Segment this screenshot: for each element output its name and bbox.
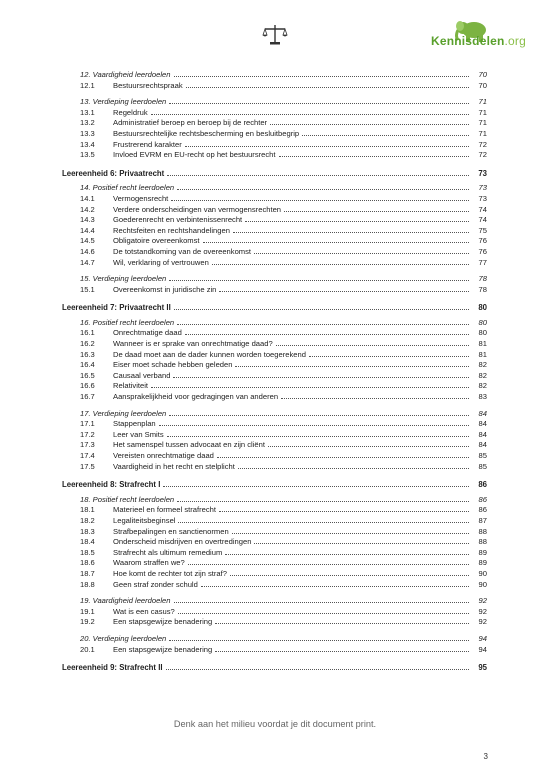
- toc-item[interactable]: [62, 350, 487, 361]
- toc-item-title: Strafbepalingen en sanctienormen: [113, 526, 229, 536]
- toc-item[interactable]: [62, 339, 487, 350]
- toc-page-number: 85: [478, 461, 487, 471]
- toc-page-number: 89: [478, 547, 487, 557]
- toc-item-title: Invloed EVRM en EU-recht op het bestuursrecht: [113, 150, 276, 160]
- dot-leader: [174, 76, 470, 77]
- toc-item-number: 13.1: [80, 107, 95, 117]
- toc-item-label: [80, 558, 186, 569]
- toc-item[interactable]: [62, 548, 487, 559]
- toc-item-label: [80, 118, 268, 129]
- toc-item-number: 13.4: [80, 139, 95, 149]
- toc-item-number: 17.5: [80, 461, 95, 471]
- toc-page-number: 86: [478, 480, 487, 490]
- toc-item-label: [80, 81, 184, 92]
- toc-item-title: De totstandkoming van de overeenkomst: [113, 246, 252, 256]
- dot-leader: [217, 457, 469, 458]
- toc-item-number: 17.2: [80, 429, 95, 439]
- toc-item-label: [80, 505, 217, 516]
- dot-leader: [245, 221, 469, 222]
- toc-page-number: 92: [478, 606, 487, 616]
- toc-item-title: Rechtsfeiten en rechtshandelingen: [113, 225, 230, 235]
- toc-page-number: 73: [478, 183, 487, 193]
- toc-page-number: 72: [478, 139, 487, 149]
- toc-item-label: [80, 205, 282, 216]
- toc-item-label: [80, 607, 176, 618]
- toc-page-number: 82: [478, 381, 487, 391]
- dot-leader: [276, 345, 469, 346]
- toc-item-number: 18.7: [80, 568, 95, 578]
- toc-page-number: 71: [478, 118, 487, 128]
- dot-leader: [177, 324, 469, 325]
- toc-item-title: Wat is een casus?: [113, 606, 175, 616]
- toc-spacer: [62, 161, 487, 167]
- dot-leader: [177, 189, 469, 190]
- toc-item-title: Hoe komt de rechter tot zijn straf?: [113, 568, 227, 578]
- toc-item[interactable]: [62, 150, 487, 161]
- toc-item-title: Wil, verklaring of vertrouwen: [113, 257, 209, 267]
- toc-item-title: Strafrecht als ultimum remedium: [113, 547, 223, 557]
- dot-leader: [151, 114, 469, 115]
- toc-item[interactable]: [62, 392, 487, 403]
- toc-item-label: [80, 371, 171, 382]
- toc-section-heading[interactable]: [62, 495, 487, 506]
- toc-page-number: 83: [478, 392, 487, 402]
- toc-item-title: Geen straf zonder schuld: [113, 579, 198, 589]
- toc-item-label: [80, 360, 233, 371]
- toc-item-label: [80, 548, 223, 559]
- dot-leader: [177, 501, 469, 502]
- dot-leader: [219, 511, 469, 512]
- toc-heading-title: 16. Positief recht leerdoelen: [80, 317, 175, 327]
- toc-heading-title: Leereenheid 8: Strafrecht I: [62, 480, 161, 490]
- toc-page-number: 81: [478, 339, 487, 349]
- toc-item-title: Administratief beroep en beroep bij de rechter: [113, 118, 268, 128]
- toc-heading-title: 15. Verdieping leerdoelen: [80, 274, 167, 284]
- toc-item-label: [80, 381, 149, 392]
- toc-page-number: 82: [478, 370, 487, 380]
- scales-of-justice-icon: [262, 24, 288, 46]
- toc-item-number: 13.2: [80, 118, 95, 128]
- toc-item-number: 14.1: [80, 193, 95, 203]
- toc-heading-title: 18. Positief recht leerdoelen: [80, 494, 175, 504]
- toc-heading-title: Leereenheid 6: Privaatrecht: [62, 168, 165, 178]
- toc-item-label: [80, 430, 165, 441]
- dot-leader: [167, 436, 469, 437]
- toc-item-label: [80, 451, 215, 462]
- toc-spacer: [62, 295, 487, 301]
- toc-item[interactable]: [62, 505, 487, 516]
- toc-item[interactable]: [62, 381, 487, 392]
- toc-item-label: [80, 580, 199, 591]
- toc-item-title: Onderscheid misdrijven en overtredingen: [113, 537, 252, 547]
- toc-page-number: 77: [478, 257, 487, 267]
- brand-name: Kennisdelen: [430, 34, 505, 48]
- dot-leader: [163, 486, 469, 487]
- toc-section-heading[interactable]: [62, 274, 487, 285]
- toc-item-label: [80, 129, 300, 140]
- toc-item[interactable]: [62, 537, 487, 548]
- toc-item-label: [80, 247, 252, 258]
- toc-item[interactable]: [62, 247, 487, 258]
- toc-page-number: 80: [478, 317, 487, 327]
- toc-item[interactable]: [62, 360, 487, 371]
- page-number: 3: [483, 752, 488, 761]
- dot-leader: [279, 156, 469, 157]
- dot-leader: [186, 87, 469, 88]
- toc-item-title: Onrechtmatige daad: [113, 328, 182, 338]
- toc-item-label: [80, 150, 277, 161]
- toc-section-heading[interactable]: [62, 596, 487, 607]
- toc-item[interactable]: [62, 419, 487, 430]
- toc-item-number: 14.5: [80, 236, 95, 246]
- toc-item-number: 16.2: [80, 339, 95, 349]
- toc-item-number: 13.5: [80, 150, 95, 160]
- dot-leader: [302, 135, 469, 136]
- toc-item[interactable]: [62, 328, 487, 339]
- dot-leader: [185, 334, 469, 335]
- toc-page-number: 84: [478, 419, 487, 429]
- toc-item-title: Verdere onderscheidingen van vermogensrechten: [113, 204, 282, 214]
- toc-section-heading[interactable]: [62, 318, 487, 329]
- toc-item-number: 18.8: [80, 579, 95, 589]
- toc-page-number: 76: [478, 236, 487, 246]
- toc-page-number: 94: [478, 633, 487, 643]
- environment-note: Denk aan het milieu voordat je dit document print.: [173, 719, 377, 729]
- dot-leader: [230, 575, 469, 576]
- toc-page-number: 84: [478, 440, 487, 450]
- toc-item-label: [80, 108, 149, 119]
- toc-item-title: Het samenspel tussen advocaat en zijn cliënt: [113, 440, 265, 450]
- dot-leader: [173, 377, 469, 378]
- toc-item-title: Aansprakelijkheid voor gedragingen van anderen: [113, 392, 279, 402]
- toc-heading-title: Leereenheid 7: Privaatrecht II: [62, 303, 171, 313]
- dot-leader: [233, 232, 469, 233]
- toc-page-number: 78: [478, 284, 487, 294]
- toc-item-label: [80, 516, 176, 527]
- toc-heading-title: 17. Verdieping leerdoelen: [80, 408, 167, 418]
- toc-item-label: [80, 462, 236, 473]
- toc-item-number: 16.7: [80, 392, 95, 402]
- toc-item[interactable]: [62, 558, 487, 569]
- toc-item-title: Causaal verband: [113, 370, 171, 380]
- toc-spacer: [62, 472, 487, 478]
- toc-item-number: 19.1: [80, 606, 95, 616]
- toc-item[interactable]: [62, 194, 487, 205]
- toc-page-number: 78: [478, 274, 487, 284]
- toc-item-title: Obligatoire overeenkomst: [113, 236, 200, 246]
- toc-item-label: [80, 440, 266, 451]
- toc-page-number: 88: [478, 526, 487, 536]
- toc-item-number: 20.1: [80, 644, 95, 654]
- toc-item-label: [80, 350, 307, 361]
- toc-item-title: Waarom straffen we?: [113, 558, 185, 568]
- toc-page-number: 92: [478, 617, 487, 627]
- toc-page-number: 95: [478, 663, 487, 673]
- dot-leader: [225, 554, 469, 555]
- toc-item-title: Frustrerend karakter: [113, 139, 182, 149]
- toc-item-number: 14.2: [80, 204, 95, 214]
- toc-item-number: 16.6: [80, 381, 95, 391]
- dot-leader: [174, 602, 470, 603]
- toc-page-number: 80: [478, 328, 487, 338]
- toc-item-number: 14.3: [80, 215, 95, 225]
- toc-item-title: Legaliteitsbeginsel: [113, 515, 176, 525]
- toc-item[interactable]: [62, 108, 487, 119]
- toc-page-number: 84: [478, 429, 487, 439]
- toc-item[interactable]: [62, 236, 487, 247]
- dot-leader: [309, 356, 469, 357]
- dot-leader: [219, 291, 469, 292]
- toc-page-number: 71: [478, 107, 487, 117]
- dot-leader: [203, 242, 469, 243]
- toc-item-number: 17.3: [80, 440, 95, 450]
- toc-item-title: Een stapsgewijze benadering: [113, 644, 213, 654]
- dot-leader: [232, 533, 469, 534]
- toc-page-number: 81: [478, 349, 487, 359]
- toc-page-number: 74: [478, 204, 487, 214]
- dot-leader: [171, 200, 469, 201]
- toc-item[interactable]: [62, 440, 487, 451]
- toc-item-number: 18.1: [80, 505, 95, 515]
- toc-item-number: 17.4: [80, 451, 95, 460]
- toc-page-number: 90: [478, 568, 487, 578]
- toc-item[interactable]: [62, 371, 487, 382]
- dot-leader: [169, 280, 469, 281]
- dot-leader: [169, 415, 469, 416]
- toc-item-number: 16.4: [80, 360, 95, 370]
- toc-item-title: Vereisten onrechtmatige daad: [113, 451, 214, 460]
- toc-page-number: 70: [478, 80, 487, 90]
- toc-item-title: De daad moet aan de dader kunnen worden toegerekend: [113, 349, 306, 359]
- dot-leader: [212, 264, 469, 265]
- dot-leader: [270, 124, 469, 125]
- toc-heading-title: 20. Verdieping leerdoelen: [80, 633, 167, 643]
- toc-item[interactable]: [62, 580, 487, 591]
- toc-item-number: 16.1: [80, 328, 95, 338]
- dot-leader: [174, 309, 469, 310]
- toc-item-label: [80, 285, 217, 296]
- toc-item-number: 14.6: [80, 246, 95, 256]
- toc-item[interactable]: [62, 215, 487, 226]
- toc-item[interactable]: [62, 607, 487, 618]
- toc-item[interactable]: [62, 516, 487, 527]
- toc-page-number: 71: [478, 128, 487, 138]
- toc-item-number: 16.5: [80, 370, 95, 380]
- toc-page-number: 87: [478, 515, 487, 525]
- toc-item-label: [80, 258, 210, 269]
- toc-heading-title: 19. Vaardigheid leerdoelen: [80, 596, 171, 606]
- toc-item-title: Vaardigheid in het recht en stelplicht: [113, 461, 235, 471]
- toc-item-label: [80, 215, 243, 226]
- toc-page-number: 74: [478, 215, 487, 225]
- toc-page-number: 76: [478, 246, 487, 256]
- toc-item-label: [80, 328, 183, 339]
- toc-page-number: 75: [478, 225, 487, 235]
- toc-item-title: Materieel en formeel strafrecht: [113, 505, 216, 515]
- toc-item-number: 14.7: [80, 257, 95, 267]
- toc-item-label: [80, 617, 213, 628]
- toc-section-heading[interactable]: [62, 409, 487, 420]
- toc-item-title: Relativiteit: [113, 381, 149, 391]
- toc-unit-heading[interactable]: [62, 663, 487, 674]
- toc-item-title: Wanneer is er sprake van onrechtmatige daad?: [113, 339, 273, 349]
- toc-item-title: Overeenkomst in juridische zin: [113, 284, 217, 294]
- dot-leader: [254, 543, 469, 544]
- toc-item-number: 15.1: [80, 284, 95, 294]
- toc-item[interactable]: [62, 645, 487, 656]
- dot-leader: [238, 468, 469, 469]
- dot-leader: [169, 640, 469, 641]
- toc-item[interactable]: [62, 205, 487, 216]
- dot-leader: [268, 446, 469, 447]
- toc-item-title: Bestuursrechtspraak: [113, 80, 183, 90]
- toc-page-number: 88: [478, 537, 487, 547]
- toc-page-number: 73: [478, 168, 487, 178]
- dot-leader: [167, 175, 469, 176]
- dot-leader: [215, 623, 469, 624]
- dot-leader: [166, 669, 469, 670]
- toc-page-number: 80: [478, 303, 487, 313]
- dot-leader: [169, 103, 469, 104]
- toc-heading-title: 13. Verdieping leerdoelen: [80, 97, 167, 107]
- dot-leader: [281, 398, 469, 399]
- toc-item-number: 18.5: [80, 547, 95, 557]
- toc-item[interactable]: [62, 569, 487, 580]
- toc-item-label: [80, 537, 252, 548]
- toc-item-label: [80, 236, 201, 247]
- dot-leader: [235, 366, 469, 367]
- toc-page-number: 72: [478, 150, 487, 160]
- toc-item[interactable]: [62, 430, 487, 441]
- table-of-contents: [62, 70, 487, 674]
- dot-leader: [284, 211, 469, 212]
- toc-item-number: 14.4: [80, 225, 95, 235]
- toc-item-label: [80, 194, 169, 205]
- toc-item-number: 18.3: [80, 526, 95, 536]
- toc-item[interactable]: [62, 258, 487, 269]
- toc-item[interactable]: [62, 285, 487, 296]
- toc-item-title: Eiser moet schade hebben geleden: [113, 360, 233, 370]
- dot-leader: [178, 522, 469, 523]
- toc-item[interactable]: [62, 140, 487, 151]
- toc-item[interactable]: [62, 451, 487, 462]
- toc-item-number: 17.1: [80, 419, 95, 429]
- brand-logo: [431, 34, 526, 48]
- toc-page-number: 86: [478, 505, 487, 515]
- toc-item-label: [80, 140, 183, 151]
- toc-item[interactable]: [62, 527, 487, 538]
- toc-item-label: [80, 419, 157, 430]
- toc-item-number: 16.3: [80, 349, 95, 359]
- toc-item-number: 13.3: [80, 128, 95, 138]
- toc-spacer: [62, 655, 487, 661]
- toc-item[interactable]: [62, 617, 487, 628]
- dot-leader: [201, 586, 469, 587]
- toc-unit-heading[interactable]: [62, 169, 487, 180]
- toc-item[interactable]: [62, 118, 487, 129]
- dot-leader: [159, 425, 469, 426]
- toc-item-label: [80, 392, 279, 403]
- toc-item-number: 18.2: [80, 515, 95, 525]
- toc-page-number: 86: [478, 494, 487, 504]
- toc-section-heading[interactable]: [62, 70, 487, 81]
- toc-item-number: 12.1: [80, 80, 95, 90]
- toc-item-title: Regeldruk: [113, 107, 148, 117]
- toc-item[interactable]: [62, 129, 487, 140]
- toc-page-number: 92: [478, 596, 487, 606]
- toc-item-label: [80, 226, 231, 237]
- brand-tld: .org: [504, 34, 526, 48]
- toc-unit-heading[interactable]: [62, 303, 487, 314]
- toc-item-title: Bestuursrechtelijke rechtsbescherming en besluitbegrip: [113, 128, 300, 138]
- toc-item-title: Vermogensrecht: [113, 193, 169, 203]
- toc-heading-title: Leereenheid 9: Strafrecht II: [62, 663, 163, 673]
- toc-item-title: Goederenrecht en verbintenissenrecht: [113, 215, 243, 225]
- toc-page-number: 94: [478, 644, 487, 654]
- toc-page-number: 90: [478, 579, 487, 589]
- toc-item-label: [80, 645, 213, 656]
- toc-item-number: 19.2: [80, 617, 95, 627]
- toc-item-label: [80, 569, 228, 580]
- toc-section-heading[interactable]: [62, 97, 487, 108]
- toc-item-title: Stappenplan: [113, 419, 156, 429]
- toc-heading-title: 12. Vaardigheid leerdoelen: [80, 70, 171, 79]
- dot-leader: [185, 146, 469, 147]
- toc-item-label: [80, 527, 230, 538]
- toc-heading-title: 14. Positief recht leerdoelen: [80, 183, 175, 193]
- dot-leader: [215, 651, 469, 652]
- toc-unit-heading[interactable]: [62, 480, 487, 491]
- toc-section-heading[interactable]: [62, 634, 487, 645]
- toc-item[interactable]: [62, 81, 487, 92]
- dot-leader: [254, 253, 469, 254]
- toc-item-title: Een stapsgewijze benadering: [113, 617, 213, 627]
- toc-page-number: 89: [478, 558, 487, 568]
- toc-item-number: 18.4: [80, 537, 95, 547]
- toc-page-number: 73: [478, 193, 487, 203]
- toc-item-label: [80, 339, 274, 350]
- toc-page-number: 84: [478, 408, 487, 418]
- toc-item-number: 18.6: [80, 558, 95, 568]
- toc-page-number: 70: [478, 70, 487, 79]
- dot-leader: [151, 387, 469, 388]
- toc-item[interactable]: [62, 226, 487, 237]
- toc-page-number: 82: [478, 360, 487, 370]
- toc-page-number: 85: [478, 451, 487, 460]
- toc-item[interactable]: [62, 462, 487, 473]
- dot-leader: [188, 564, 469, 565]
- toc-page-number: 71: [478, 97, 487, 107]
- toc-item-title: Leer van Smits: [113, 429, 164, 439]
- dot-leader: [178, 613, 469, 614]
- toc-section-heading[interactable]: [62, 183, 487, 194]
